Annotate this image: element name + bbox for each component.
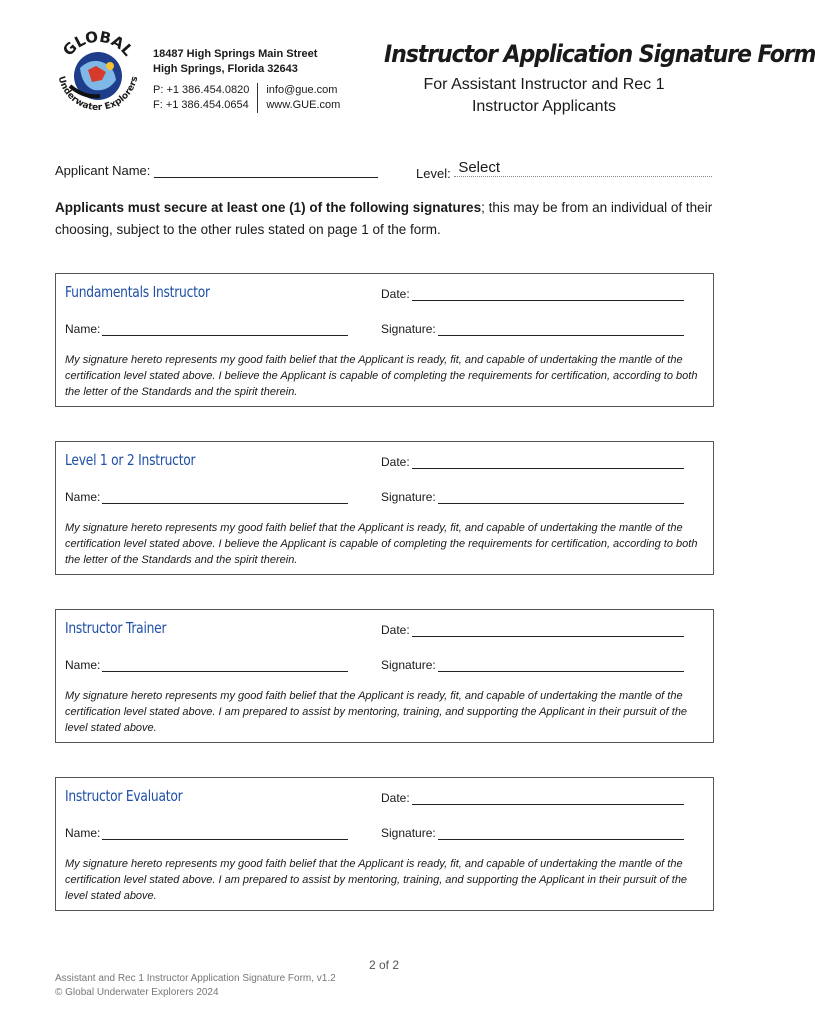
- form-subtitle: For Assistant Instructor and Rec 1 Instructor Applicants: [423, 76, 665, 115]
- footer-form-version: Assistant and Rec 1 Instructor Application Signature Form, v1.2: [55, 973, 336, 984]
- statement-text: My signature hereto represents my good faith belief that the Applicant is ready, fit, and capable of undertaking the mantle of the certification level stated above. I am prepared to assist by mentoring, training, and supporting the Applicant in their pursuit of the level stated above.: [65, 858, 688, 902]
- applicant-name-label: Applicant Name:: [55, 163, 151, 178]
- page-number: 2 of 2: [369, 958, 400, 972]
- name-field[interactable]: [102, 325, 348, 336]
- section-title: Instructor Evaluator: [65, 787, 183, 805]
- section-fundamentals-instructor: Fundamentals Instructor Date: Name: Signature: My signature hereto represents my good faith belief that the Applicant is ready, fit, and capable of undertaking the mantle of the certification level stated above. I believe the Applicant is capable of completing the requirements for certification, according to both the letter of the Standards and the spirit therein.: [55, 273, 714, 407]
- fax: F: +1 386.454.0654: [153, 99, 249, 111]
- instructions: Applicants must secure at least one (1) of the following signatures; this may be from an individual of their choosing, subject to the other rules stated on page 1 of the form.: [55, 200, 713, 237]
- name-field[interactable]: [102, 493, 348, 504]
- phone: P: +1 386.454.0820: [153, 84, 250, 96]
- date-field[interactable]: [412, 626, 684, 637]
- website: www.GUE.com: [266, 99, 341, 111]
- name-field[interactable]: [102, 829, 348, 840]
- date-field[interactable]: [412, 794, 684, 805]
- applicant-name-row: [55, 163, 378, 178]
- form-title: Instructor Application Signature Form: [384, 40, 815, 68]
- svg-text:GLOBAL: GLOBAL: [59, 27, 137, 60]
- statement-text: My signature hereto represents my good faith belief that the Applicant is ready, fit, and capable of undertaking the mantle of the certification level stated above. I believe the Applicant is capable of completing the requirements for certification, according to both the letter of the Standards and the spirit therein.: [65, 354, 698, 398]
- address-block: [153, 47, 317, 77]
- signature-field[interactable]: [438, 493, 684, 504]
- level-select[interactable]: Select: [454, 159, 712, 177]
- signature-field[interactable]: [438, 325, 684, 336]
- section-instructor-evaluator: Instructor Evaluator Date: Name: Signature: My signature hereto represents my good faith belief that the Applicant is ready, fit, and capable of undertaking the mantle of the certification level stated above. I am prepared to assist by mentoring, training, and supporting the Applicant in their pursuit of the level stated above.: [55, 777, 714, 911]
- contact-block: [153, 83, 348, 113]
- name-field[interactable]: [102, 661, 348, 672]
- svg-text:Underwater Explorers: Underwater Explorers: [55, 75, 141, 114]
- section-title: Level 1 or 2 Instructor: [65, 451, 196, 469]
- footer: [55, 972, 336, 1000]
- signature-field[interactable]: [438, 661, 684, 672]
- section-title: Fundamentals Instructor: [65, 283, 210, 301]
- address-line-1: 18487 High Springs Main Street: [153, 48, 318, 60]
- statement-text: My signature hereto represents my good faith belief that the Applicant is ready, fit, and capable of undertaking the mantle of the certification level stated above. I believe the Applicant is capable of completing the requirements for certification, according to both the letter of the Standards and the spirit therein.: [65, 522, 698, 566]
- level-row: [416, 159, 712, 181]
- date-field[interactable]: [412, 290, 684, 301]
- footer-copyright: © Global Underwater Explorers 2024: [55, 987, 219, 998]
- date-field[interactable]: [412, 458, 684, 469]
- signature-field[interactable]: [438, 829, 684, 840]
- address-line-2: High Springs, Florida 32643: [153, 63, 298, 75]
- section-level-1-or-2-instructor: Level 1 or 2 Instructor Date: Name: Signature: My signature hereto represents my good faith belief that the Applicant is ready, fit, and capable of undertaking the mantle of the certification level stated above. I believe the Applicant is capable of completing the requirements for certification, according to both the letter of the Standards and the spirit therein.: [55, 441, 714, 575]
- email: info@gue.com: [266, 84, 338, 96]
- gue-logo: [50, 26, 146, 122]
- section-instructor-trainer: Instructor Trainer Date: Name: Signature: My signature hereto represents my good faith belief that the Applicant is ready, fit, and capable of undertaking the mantle of the certification level stated above. I am prepared to assist by mentoring, training, and supporting the Applicant in their pursuit of the level stated above.: [55, 609, 714, 743]
- section-title: Instructor Trainer: [65, 619, 167, 637]
- statement-text: My signature hereto represents my good faith belief that the Applicant is ready, fit, and capable of undertaking the mantle of the certification level stated above. I am prepared to assist by mentoring, training, and supporting the Applicant in their pursuit of the level stated above.: [65, 690, 688, 734]
- level-label: Level:: [416, 166, 451, 181]
- applicant-name-field[interactable]: [154, 166, 378, 178]
